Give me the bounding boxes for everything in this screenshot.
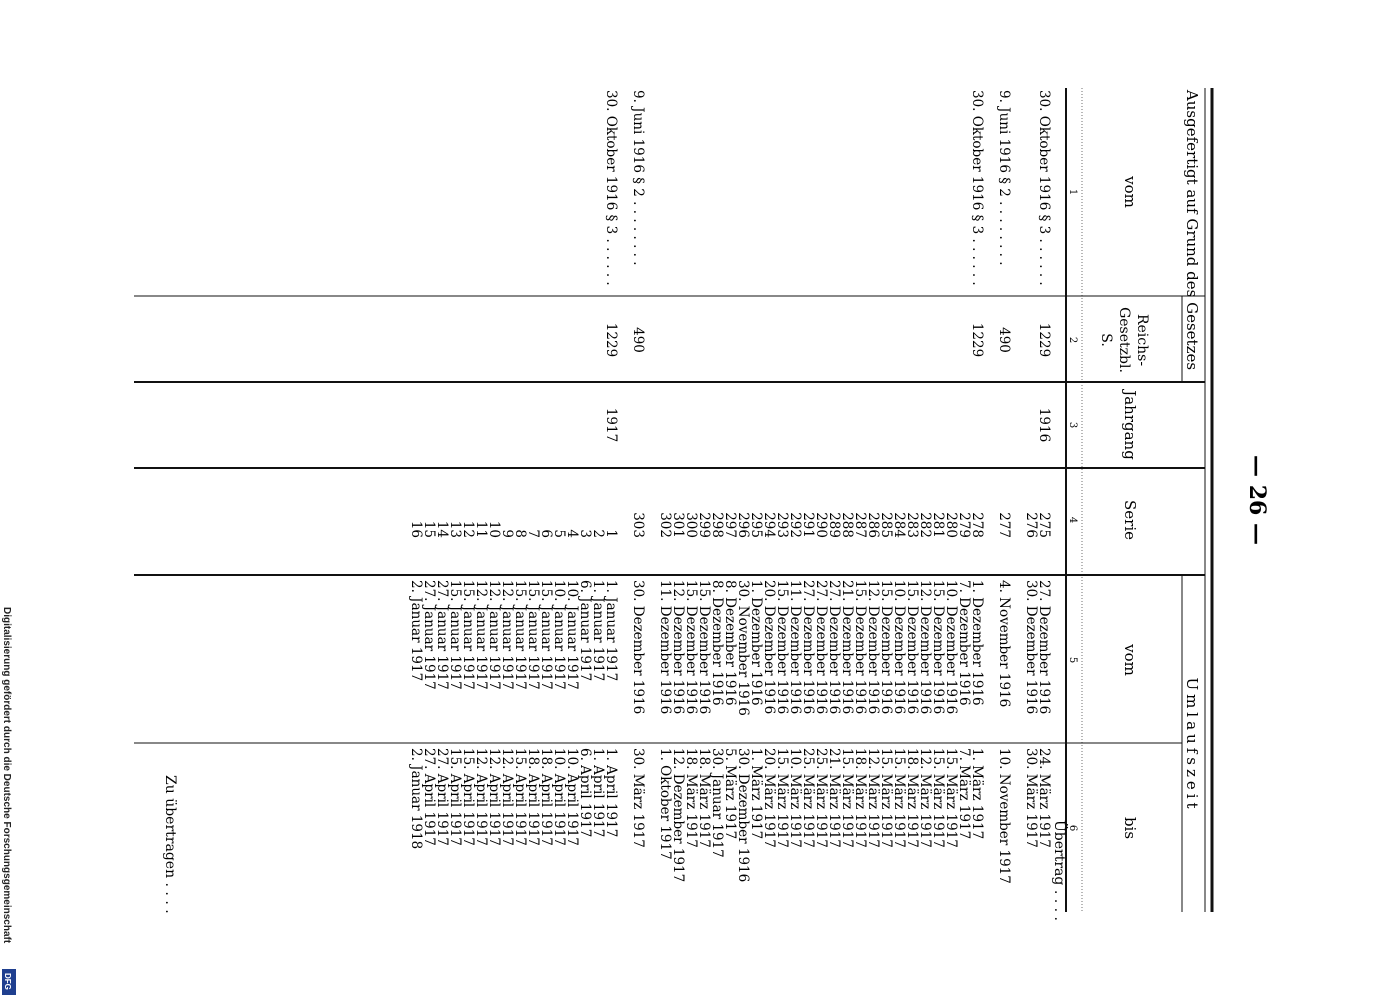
cell-bis: 1. April 1917 bbox=[590, 748, 606, 838]
header-num-2: 2 bbox=[1067, 336, 1078, 344]
cell-serie: 299 bbox=[696, 512, 712, 538]
cell-serie: 294 bbox=[761, 512, 777, 538]
header-col2-line3: S. bbox=[1098, 333, 1114, 347]
cell-serie: 9 bbox=[499, 529, 515, 538]
cell-bis: 1. März 1917 bbox=[748, 748, 764, 840]
cell-bis: 18. April 1917 bbox=[525, 748, 541, 846]
cell-bis: 5. März 1917 bbox=[722, 748, 738, 840]
header-col6-bis: bis bbox=[1121, 816, 1139, 840]
carry-out-label: Zu übertragen . . . . bbox=[162, 775, 178, 914]
cell-serie: 280 bbox=[943, 512, 959, 538]
cell-serie: 289 bbox=[826, 512, 842, 538]
cell-von: 1. Januar 1917 bbox=[590, 580, 606, 682]
cell-serie: 7 bbox=[525, 529, 541, 538]
cell-serie: 12 bbox=[460, 520, 476, 538]
cell-von: 27. Dezember 1916 bbox=[826, 580, 842, 715]
cell-serie: 290 bbox=[813, 512, 829, 538]
cell-jahrgang: 1916 bbox=[1036, 407, 1052, 443]
cell-serie: 278 bbox=[969, 512, 985, 538]
cell-bis: 12. März 1917 bbox=[865, 748, 881, 848]
table-body bbox=[408, 90, 1052, 884]
cell-bis: 15. April 1917 bbox=[447, 748, 463, 846]
cell-serie: 13 bbox=[447, 520, 463, 538]
cell-von: 1. Januar 1917 bbox=[603, 580, 619, 682]
cell-rgbl: 490 bbox=[630, 327, 646, 353]
cell-von: 8. Dezember 1916 bbox=[709, 580, 725, 706]
cell-serie: 276 bbox=[1023, 512, 1039, 538]
cell-von: 27. Dezember 1916 bbox=[813, 580, 829, 715]
cell-bis: 15. April 1917 bbox=[460, 748, 476, 846]
header-ausgefertigt: Ausgefertigt auf Grund des Gesetzes bbox=[1183, 89, 1201, 371]
cell-von: 4. November 1916 bbox=[996, 580, 1012, 708]
cell-law: 9. Juni 1916 § 2 . . . . . . . . bbox=[630, 90, 646, 266]
cell-bis: 27. April 1917 bbox=[421, 748, 437, 846]
cell-serie: 6 bbox=[538, 529, 554, 538]
cell-bis: 20. März 1917 bbox=[761, 748, 777, 848]
cell-law: 30. Oktober 1916 § 3 . . . . . . bbox=[603, 90, 619, 286]
cell-von: 7. Dezember 1916 bbox=[956, 580, 972, 706]
cell-von: 12. Dezember 1916 bbox=[670, 580, 686, 715]
cell-bis: 10. April 1917 bbox=[551, 748, 567, 846]
cell-von: 15. Januar 1917 bbox=[460, 580, 476, 690]
side-note bbox=[0, 607, 20, 997]
cell-serie: 4 bbox=[564, 529, 580, 538]
cell-serie: 303 bbox=[630, 512, 646, 538]
cell-von: 12. Dezember 1916 bbox=[865, 580, 881, 715]
cell-serie: 277 bbox=[996, 512, 1012, 538]
cell-rgbl: 1229 bbox=[1036, 322, 1052, 358]
cell-bis: 18. März 1917 bbox=[683, 748, 699, 848]
cell-serie: 282 bbox=[917, 512, 933, 538]
cell-serie: 285 bbox=[878, 512, 894, 538]
cell-von: 15. Dezember 1916 bbox=[696, 580, 712, 715]
cell-von: 15. Januar 1917 bbox=[512, 580, 528, 690]
cell-von: 15. Januar 1917 bbox=[525, 580, 541, 690]
cell-bis: 15. März 1917 bbox=[930, 748, 946, 848]
cell-von: 15. Januar 1917 bbox=[538, 580, 554, 690]
cell-von: 10. Januar 1917 bbox=[564, 580, 580, 690]
digitization-note: Digitalisierung gefördert durch die Deutsche Forschungsgemeinschaft bbox=[1, 607, 12, 944]
cell-serie: 284 bbox=[891, 512, 907, 538]
cell-bis: 2. Januar 1918 bbox=[408, 748, 424, 850]
cell-law: 30. Oktober 1916 § 3 . . . . . . bbox=[1036, 90, 1052, 286]
header-col2-line2: Gesetzbl. bbox=[1116, 307, 1132, 373]
cell-bis: 15. März 1917 bbox=[891, 748, 907, 848]
cell-bis: 15. April 1917 bbox=[512, 748, 528, 846]
cell-von: 10. Januar 1917 bbox=[551, 580, 567, 690]
cell-rgbl: 1229 bbox=[603, 322, 619, 358]
cell-von: 15. Dezember 1916 bbox=[904, 580, 920, 715]
cell-rgbl: 1229 bbox=[969, 322, 985, 358]
cell-von: 27. Januar 1917 bbox=[421, 580, 437, 690]
cell-serie: 16 bbox=[408, 520, 424, 538]
header-num-5: 5 bbox=[1067, 656, 1078, 664]
cell-serie: 295 bbox=[748, 512, 764, 538]
cell-bis: 10. November 1917 bbox=[996, 748, 1012, 884]
cell-von: 12. Dezember 1916 bbox=[917, 580, 933, 715]
cell-von: 10. Dezember 1916 bbox=[943, 580, 959, 715]
cell-bis: 1. April 1917 bbox=[603, 748, 619, 838]
header-col3-jahrgang: Jahrgang bbox=[1121, 390, 1139, 460]
header-col1-vom: vom bbox=[1121, 176, 1139, 208]
cell-von: 27. Januar 1917 bbox=[434, 580, 450, 690]
cell-serie: 8 bbox=[512, 529, 528, 538]
cell-serie: 296 bbox=[735, 512, 751, 538]
cell-bis: 18. März 1917 bbox=[904, 748, 920, 848]
cell-bis: 25. März 1917 bbox=[800, 748, 816, 848]
header-umlaufszeit: Umlaufszeit bbox=[1183, 677, 1201, 813]
cell-rgbl: 490 bbox=[996, 327, 1012, 353]
cell-serie: 298 bbox=[709, 512, 725, 538]
cell-serie: 15 bbox=[421, 520, 437, 538]
cell-von: 12. Januar 1917 bbox=[499, 580, 515, 690]
cell-serie: 300 bbox=[683, 512, 699, 538]
cell-bis: 1. Oktober 1917 bbox=[657, 748, 673, 860]
cell-bis: 10. März 1917 bbox=[787, 748, 803, 848]
cell-bis: 15. März 1917 bbox=[839, 748, 855, 848]
cell-law: 30. Oktober 1916 § 3 . . . . . . bbox=[969, 90, 985, 286]
cell-serie: 287 bbox=[852, 512, 868, 538]
cell-bis: 6. April 1917 bbox=[577, 748, 593, 838]
cell-von: 10. Dezember 1916 bbox=[891, 580, 907, 715]
header-col4-serie: Serie bbox=[1121, 500, 1139, 540]
cell-bis: 18. März 1917 bbox=[852, 748, 868, 848]
cell-von: 1. Dezember 1916 bbox=[748, 580, 764, 706]
carry-in-label: Übertrag . . . . bbox=[1051, 820, 1067, 921]
cell-von: 15. Dezember 1916 bbox=[878, 580, 894, 715]
dfg-logo-text: DFG bbox=[3, 973, 12, 990]
table-header bbox=[1067, 89, 1201, 839]
cell-von: 12. Januar 1917 bbox=[473, 580, 489, 690]
cell-von: 20. Dezember 1916 bbox=[761, 580, 777, 715]
cell-serie: 301 bbox=[670, 512, 686, 538]
cell-bis: 18. April 1917 bbox=[538, 748, 554, 846]
cell-serie: 281 bbox=[930, 512, 946, 538]
header-num-6: 6 bbox=[1067, 824, 1078, 832]
cell-bis: 12. März 1917 bbox=[917, 748, 933, 848]
cell-von: 1. Dezember 1916 bbox=[969, 580, 985, 706]
cell-von: 30. Dezember 1916 bbox=[1023, 580, 1039, 715]
cell-serie: 3 bbox=[577, 529, 593, 538]
cell-von: 30. Dezember 1916 bbox=[630, 580, 646, 715]
cell-bis: 1. März 1917 bbox=[969, 748, 985, 840]
cell-bis: 12. Dezember 1917 bbox=[670, 748, 686, 883]
cell-jahrgang: 1917 bbox=[603, 407, 619, 443]
cell-von: 15. Dezember 1916 bbox=[774, 580, 790, 715]
cell-serie: 297 bbox=[722, 512, 738, 538]
cell-serie: 283 bbox=[904, 512, 920, 538]
cell-von: 11. Dezember 1916 bbox=[657, 580, 673, 715]
cell-bis: 12. April 1917 bbox=[473, 748, 489, 846]
cell-serie: 286 bbox=[865, 512, 881, 538]
cell-serie: 11 bbox=[473, 520, 489, 538]
cell-bis: 30. Januar 1917 bbox=[709, 748, 725, 858]
cell-von: 6. Januar 1917 bbox=[577, 580, 593, 682]
cell-von: 15. Dezember 1916 bbox=[683, 580, 699, 715]
cell-bis: 12. April 1917 bbox=[499, 748, 515, 846]
cell-bis: 24. März 1917 bbox=[1036, 748, 1052, 848]
cell-serie: 302 bbox=[657, 512, 673, 538]
cell-von: 8. Dezember 1916 bbox=[722, 580, 738, 706]
cell-von: 15. Dezember 1916 bbox=[930, 580, 946, 715]
header-num-4: 4 bbox=[1067, 516, 1078, 524]
cell-bis: 27. April 1917 bbox=[434, 748, 450, 846]
cell-von: 27. Dezember 1916 bbox=[1036, 580, 1052, 715]
cell-bis: 18. März 1917 bbox=[696, 748, 712, 848]
cell-law: 9. Juni 1916 § 2 . . . . . . . . bbox=[996, 90, 1012, 266]
cell-bis: 25. März 1917 bbox=[813, 748, 829, 848]
cell-serie: 291 bbox=[800, 512, 816, 538]
cell-von: 30. November 1916 bbox=[735, 580, 751, 716]
cell-serie: 288 bbox=[839, 512, 855, 538]
cell-bis: 7. März 1917 bbox=[956, 748, 972, 840]
header-col5-vom: vom bbox=[1121, 644, 1139, 676]
cell-von: 12. Januar 1917 bbox=[486, 580, 502, 690]
cell-von: 15. Dezember 1916 bbox=[852, 580, 868, 715]
cell-bis: 30. Dezember 1916 bbox=[735, 748, 751, 883]
cell-serie: 2 bbox=[590, 529, 606, 538]
cell-bis: 12. April 1917 bbox=[486, 748, 502, 846]
cell-von: 2. Januar 1917 bbox=[408, 580, 424, 682]
cell-von: 27. Dezember 1916 bbox=[800, 580, 816, 715]
header-num-1: 1 bbox=[1067, 188, 1078, 196]
cell-bis: 30. März 1917 bbox=[1023, 748, 1039, 848]
page-number: — 26 — bbox=[1244, 455, 1270, 545]
cell-serie: 293 bbox=[774, 512, 790, 538]
cell-bis: 15. März 1917 bbox=[878, 748, 894, 848]
cell-von: 11. Dezember 1916 bbox=[787, 580, 803, 715]
cell-serie: 10 bbox=[486, 520, 502, 538]
cell-serie: 279 bbox=[956, 512, 972, 538]
cell-bis: 15. März 1917 bbox=[774, 748, 790, 848]
cell-bis: 30. März 1917 bbox=[630, 748, 646, 848]
cell-serie: 5 bbox=[551, 529, 567, 538]
cell-bis: 10. April 1917 bbox=[564, 748, 580, 846]
cell-von: 15. Januar 1917 bbox=[447, 580, 463, 690]
cell-serie: 275 bbox=[1036, 512, 1052, 538]
cell-bis: 21. März 1917 bbox=[826, 748, 842, 848]
cell-bis: 15. März 1917 bbox=[943, 748, 959, 848]
cell-serie: 14 bbox=[434, 520, 450, 538]
cell-serie: 1 bbox=[603, 529, 619, 538]
cell-serie: 292 bbox=[787, 512, 803, 538]
header-num-3: 3 bbox=[1067, 421, 1078, 429]
header-col2-line1: Reichs- bbox=[1134, 313, 1150, 367]
cell-von: 21. Dezember 1916 bbox=[839, 580, 855, 715]
